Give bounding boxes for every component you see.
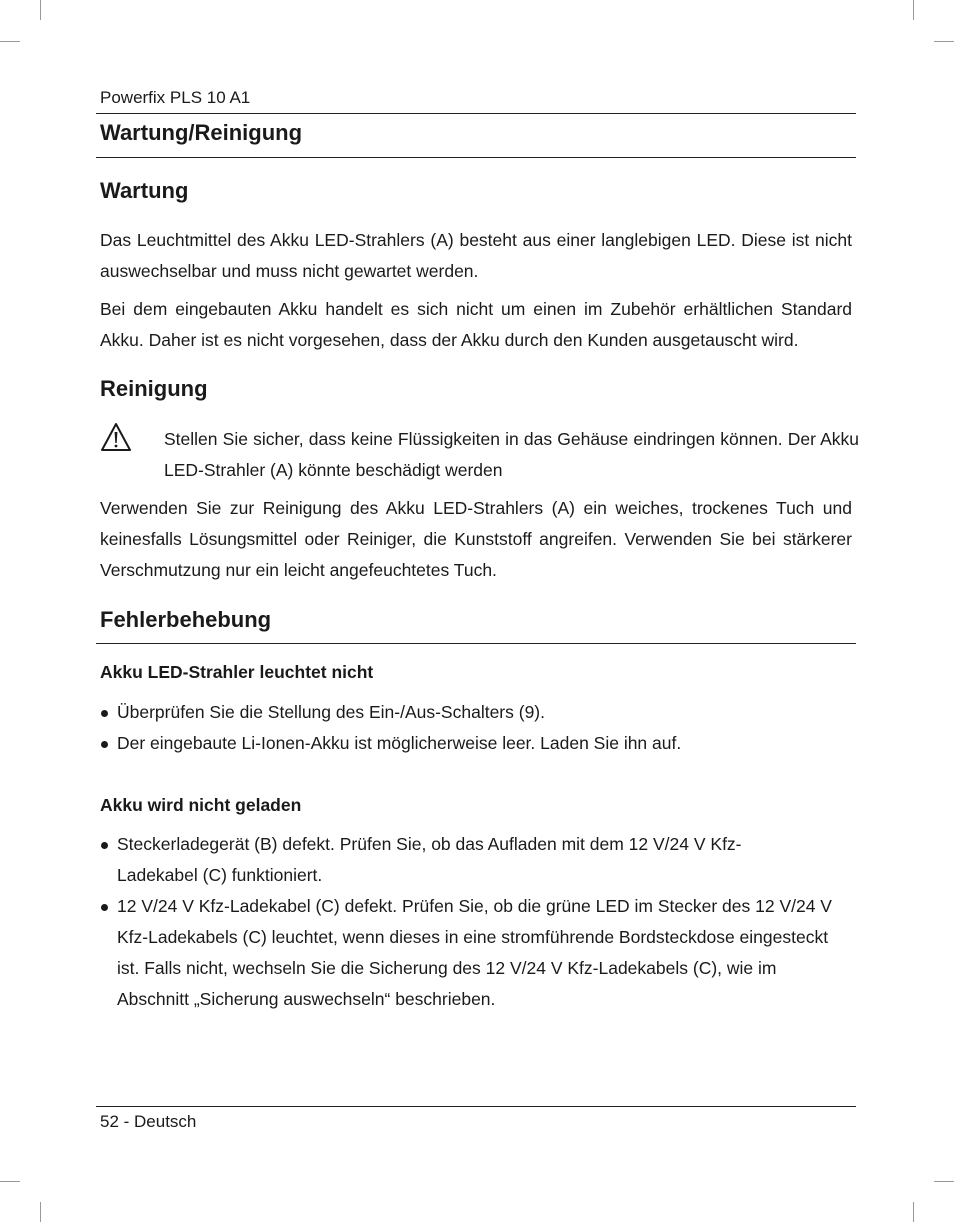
section-title: Wartung/Reinigung xyxy=(100,120,303,145)
wartung-heading: Wartung xyxy=(100,178,189,203)
reinigung-heading: Reinigung xyxy=(100,376,208,401)
warning-triangle-icon xyxy=(100,422,132,452)
list-item: Überprüfen Sie die Stellung des Ein-/Aus-Schalters (9). xyxy=(100,697,852,728)
fehlerbehebung-heading: Fehlerbehebung xyxy=(100,607,272,632)
crop-mark xyxy=(934,41,954,42)
fehler-subheading-2: Akku wird nicht geladen xyxy=(100,795,302,815)
footer-rule xyxy=(96,1106,856,1107)
crop-mark xyxy=(913,0,914,20)
crop-mark xyxy=(40,0,41,20)
list-item: Der eingebaute Li-Ionen-Akku ist möglicherweise leer. Laden Sie ihn auf. xyxy=(100,728,852,759)
header-rule xyxy=(96,113,856,114)
fehler-subheading-1: Akku LED-Strahler leuchtet nicht xyxy=(100,662,374,682)
wartung-paragraph-1: Das Leuchtmittel des Akku LED-Strahlers (A) besteht aus einer langlebigen LED. Diese ist nicht auswechselbar und muss nicht gewartet werden. xyxy=(100,230,852,281)
fehler-list-2 xyxy=(100,829,852,1015)
wartung-paragraph-2: Bei dem eingebauten Akku handelt es sich nicht um einen im Zubehör erhältlichen Standard Akku. Daher ist es nicht vorgesehen, dass der Akku durch den Kunden ausgetauscht wird. xyxy=(100,299,852,350)
fehler-list-1 xyxy=(100,697,852,759)
crop-mark xyxy=(934,1181,954,1182)
fehlerbehebung-rule xyxy=(96,643,856,644)
reinigung-warning-text: Stellen Sie sicher, dass keine Flüssigkeiten in das Gehäuse eindringen können. Der Akku LED-Strahler (A) könnte beschädigt werden xyxy=(164,429,859,480)
reinigung-paragraph: Verwenden Sie zur Reinigung des Akku LED-Strahlers (A) ein weiches, trockenes Tuch und keinesfalls Lösungsmittel oder Reiniger, die Kunststoff angreifen. Verwenden Sie bei stärkerer Verschmutzung nur ein leicht angefeuchtetes Tuch. xyxy=(100,498,852,580)
crop-mark xyxy=(0,1181,20,1182)
section-rule xyxy=(96,157,856,158)
crop-mark xyxy=(0,41,20,42)
list-item: Steckerladegerät (B) defekt. Prüfen Sie, ob das Aufladen mit dem 12 V/24 V Kfz-Ladekabel (C) funktioniert. xyxy=(100,829,793,891)
crop-mark xyxy=(40,1202,41,1222)
header-product-name: Powerfix PLS 10 A1 xyxy=(100,88,251,107)
footer-page-number: 52 - Deutsch xyxy=(100,1112,197,1131)
crop-mark xyxy=(913,1202,914,1222)
list-item: 12 V/24 V Kfz-Ladekabel (C) defekt. Prüfen Sie, ob die grüne LED im Stecker des 12 V/24 V Kfz-Ladekabels (C) leuchtet, wenn dieses in eine stromführende Bordsteckdose eingesteckt ist. Falls nicht, wechseln Sie die Sicherung des 12 V/24 V Kfz-Ladekabels (C), wie im Abschnitt „Sicherung auswechseln“ beschrieben. xyxy=(100,891,852,1015)
